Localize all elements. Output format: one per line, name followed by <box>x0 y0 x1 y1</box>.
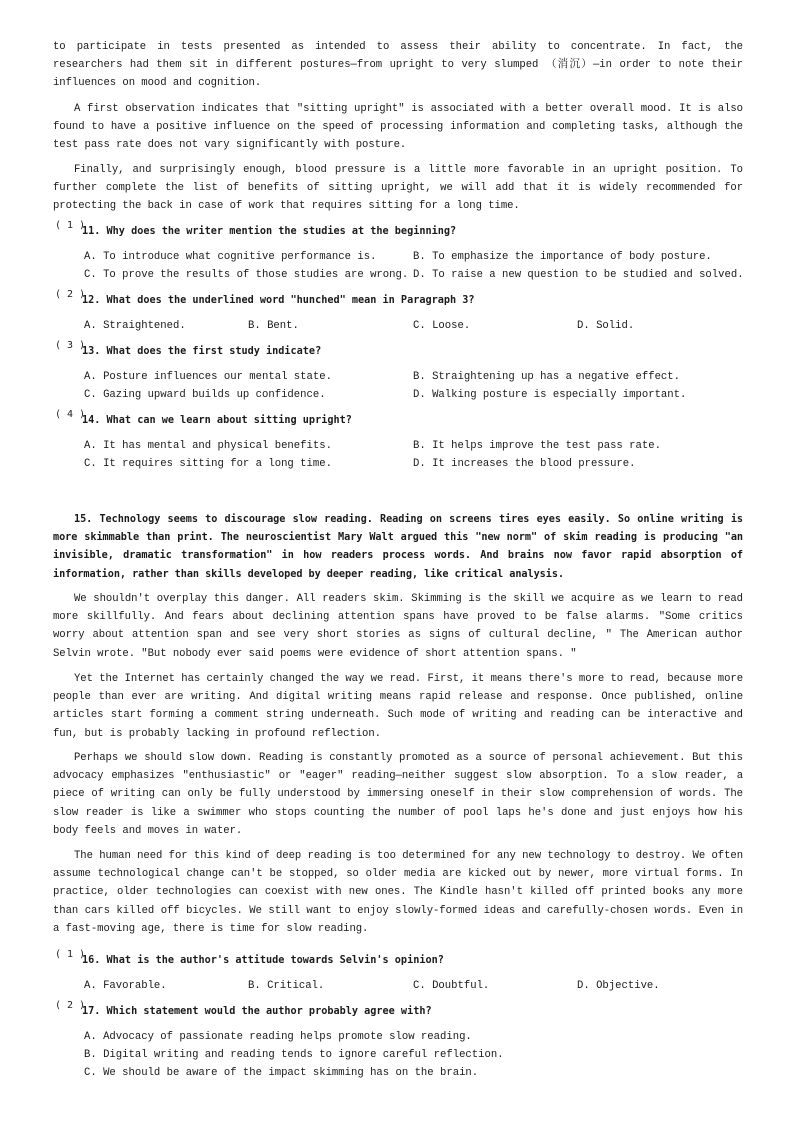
option-b[interactable]: B. It helps improve the test pass rate. <box>413 440 661 452</box>
option-c[interactable]: C. Gazing upward builds up confidence. <box>84 389 326 401</box>
option-d[interactable]: D. It increases the blood pressure. <box>413 458 636 470</box>
passage1-paragraph: Finally, and surprisingly enough, blood pressure is a little more favorable in an upright position. To further complete the list of benefits of sitting upright, we will add that it is widely recommended for protecting the back in case of work that requires sitting for a long time. <box>53 164 743 213</box>
option-c[interactable]: C. Loose. <box>413 320 471 332</box>
question-text: 17. Which statement would the author probably agree with? <box>82 1006 432 1017</box>
question-text: 16. What is the author's attitude towards Selvin's opinion? <box>82 955 444 966</box>
passage2-paragraph: We shouldn't overplay this danger. All readers skim. Skimming is the skill we acquire as we learn to read more skillfully. And fears about declining attention spans have proved to be false alarms. "Some critics worry about attention span and see very short stories as signs of cultural decline, " The American author Selvin wrote. "But nobody ever said poems were evidence of short attention spans. " <box>53 593 743 660</box>
option-b[interactable]: B. Critical. <box>248 980 325 992</box>
option-d[interactable]: D. Walking posture is especially important. <box>413 389 687 401</box>
question-text: 13. What does the first study indicate? <box>82 346 322 357</box>
option-c[interactable]: C. Doubtful. <box>413 980 490 992</box>
option-c[interactable]: C. We should be aware of the impact skimming has on the brain. <box>84 1067 479 1079</box>
question-text: 12. What does the underlined word "hunched" mean in Paragraph 3? <box>82 295 475 306</box>
option-a[interactable]: A. Posture influences our mental state. <box>84 371 332 383</box>
option-b[interactable]: B. To emphasize the importance of body posture. <box>413 251 712 263</box>
passage2-paragraph: Yet the Internet has certainly changed the way we read. First, it means there's more to read, because more people than ever are writing. And digital writing means rapid release and response. Once published, online articles start forming a comment string underneath. Such mode of writing and reading can be interactive and fun, but is probably lacking in profound reflection. <box>53 673 743 740</box>
option-a[interactable]: A. Favorable. <box>84 980 167 992</box>
option-d[interactable]: D. Objective. <box>577 980 660 992</box>
passage2-paragraph: Perhaps we should slow down. Reading is constantly promoted as a source of personal achievement. But this advocacy emphasizes "enthusiastic" or "eager" reading—neither suggest slow absorption. To a slow reader, a piece of writing can only be fully understood by immersing oneself in their slow comprehension of words. The slow reader is like a swimmer who stops counting the number of pool laps he's done and just enjoys how his body feels and moves in water. <box>53 752 743 837</box>
question-number: ( 4 ) <box>55 409 86 420</box>
option-a[interactable]: A. Straightened. <box>84 320 186 332</box>
passage2-intro: 15. Technology seems to discourage slow reading. Reading on screens tires eyes easily. So online writing is more skimmable than print. The neuroscientist Mary Walt argued this "new norm" of skim reading is producing "an invisible, dramatic transformation" in how readers process words. And brains now favor rapid absorption of information, rather than skills developed by deeper reading, like critical analysis. <box>53 514 743 580</box>
option-b[interactable]: B. Digital writing and reading tends to ignore careful reflection. <box>84 1049 504 1061</box>
passage1-paragraph: A first observation indicates that "sitting upright" is associated with a better overall mood. It is also found to have a positive influence on the speed of processing information and completing tasks, although the test pass rate does not vary significantly with posture. <box>53 103 743 152</box>
question-number: ( 2 ) <box>55 289 86 300</box>
option-c[interactable]: C. It requires sitting for a long time. <box>84 458 332 470</box>
option-d[interactable]: D. Solid. <box>577 320 635 332</box>
option-a[interactable]: A. It has mental and physical benefits. <box>84 440 332 452</box>
question-number: ( 2 ) <box>55 1000 86 1011</box>
question-text: 14. What can we learn about sitting upright? <box>82 415 352 426</box>
passage1-paragraph: to participate in tests presented as intended to assess their ability to concentrate. In fact, the researchers had them sit in different postures—from upright to very slumped （消沉）—in order to note their influences on mood and cognition. <box>53 41 743 90</box>
option-b[interactable]: B. Straightening up has a negative effect. <box>413 371 681 383</box>
option-a[interactable]: A. Advocacy of passionate reading helps promote slow reading. <box>84 1031 472 1043</box>
question-text: 11. Why does the writer mention the studies at the beginning? <box>82 226 457 237</box>
question-number: ( 1 ) <box>55 949 86 960</box>
option-c[interactable]: C. To prove the results of those studies are wrong. <box>84 269 409 281</box>
option-a[interactable]: A. To introduce what cognitive performance is. <box>84 251 377 263</box>
passage2-paragraph: The human need for this kind of deep reading is too determined for any new technology to destroy. We often assume technological change can't be stopped, so older media are kicked out by newer, more virtual forms. In practice, older technologies can coexist with new ones. The Kindle hasn't killed off printed books any more than cars killed off bicycles. We still want to enjoy slowly-formed ideas and carefully-chosen words. Even in a fast-moving age, there is time for slow reading. <box>53 850 743 935</box>
question-number: ( 3 ) <box>55 340 86 351</box>
option-d[interactable]: D. To raise a new question to be studied and solved. <box>413 269 744 281</box>
option-b[interactable]: B. Bent. <box>248 320 299 332</box>
question-number: ( 1 ) <box>55 220 86 231</box>
